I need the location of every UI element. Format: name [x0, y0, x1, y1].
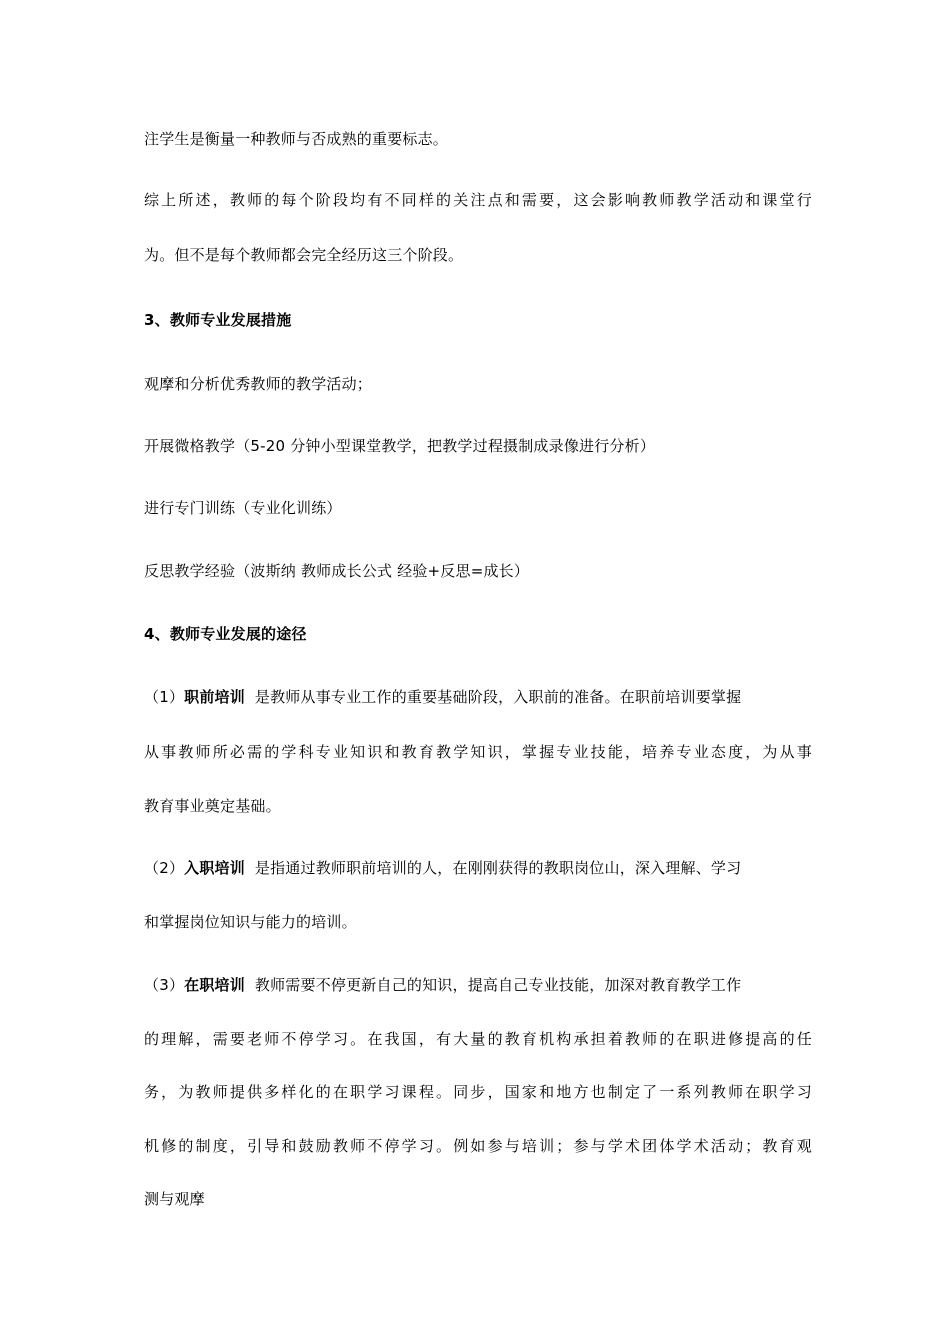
list-item: 反思教学经验（波斯纳 教师成长公式 经验+反思=成长）	[144, 562, 530, 580]
paragraph-text: 教师需要不停更新自己的知识，提高自己专业技能，加深对教育教学工作	[254, 976, 742, 994]
paragraph-line: 测与观摩	[144, 1190, 205, 1208]
term-label: 入职培训	[184, 859, 245, 877]
paragraph-line: 和掌握岗位知识与能力的培训。	[144, 913, 357, 931]
paragraph-line	[144, 858, 812, 878]
text-line: 注学生是衡量一种教师与否成熟的重要标志。	[144, 130, 449, 148]
paragraph-line	[144, 975, 812, 995]
paragraph-text: 是指通过教师职前培训的人，在刚刚获得的教职岗位山，深入理解、学习	[254, 859, 742, 877]
section-heading: 4、教师专业发展的途径	[144, 625, 307, 643]
text-line: 综上所述，教师的每个阶段均有不同样的关注点和需要，这会影响教师教学活动和课堂行	[144, 191, 812, 209]
term-label: 在职培训	[184, 976, 245, 994]
paragraph-line: 的理解，需要老师不停学习。在我国，有大量的教育机构承担着教师的在职进修提高的任	[144, 1030, 812, 1048]
item-number: （2）	[144, 859, 185, 877]
paragraph-line: 务，为教师提供多样化的在职学习课程。同步，国家和地方也制定了一系列教师在职学习	[144, 1083, 812, 1101]
section-heading: 3、教师专业发展措施	[144, 311, 292, 329]
item-number: （1）	[144, 688, 185, 706]
list-item: 开展微格教学（5-20 分钟小型课堂教学，把教学过程摄制成录像进行分析）	[144, 437, 656, 455]
term-label: 职前培训	[184, 688, 245, 706]
paragraph-line: 教育事业奠定基础。	[144, 797, 281, 815]
paragraph-line: 从事教师所必需的学科专业知识和教育教学知识，掌握专业技能，培养专业态度，为从事	[144, 743, 812, 761]
item-number: （3）	[144, 976, 185, 994]
paragraph-line: 机修的制度，引导和鼓励教师不停学习。例如参与培训；参与学术团体学术活动；教育观	[144, 1137, 812, 1155]
paragraph-text: 是教师从事专业工作的重要基础阶段，入职前的准备。在职前培训要掌握	[254, 688, 742, 706]
paragraph-line	[144, 687, 812, 707]
list-item: 观摩和分析优秀教师的教学活动；	[144, 375, 373, 393]
list-item: 进行专门训练（专业化训练）	[144, 499, 342, 517]
text-line: 为。但不是每个教师都会完全经历这三个阶段。	[144, 246, 464, 264]
